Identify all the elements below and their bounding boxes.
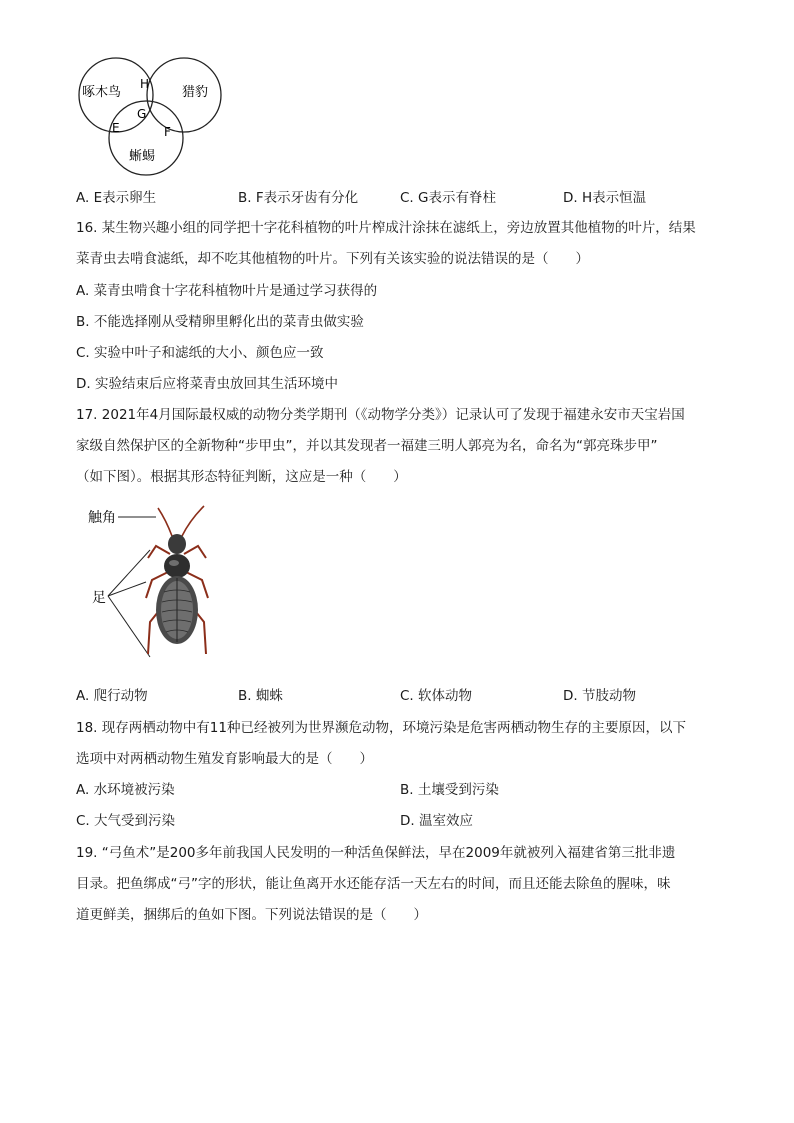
q17-stem-line-3: （如下图）。根据其形态特征判断，这应是一种（ ） <box>76 469 407 485</box>
q17-option-b[interactable]: B. 蜘蛛 <box>238 688 283 704</box>
q19-stem-line-3: 道更鲜美，捆绑后的鱼如下图。下列说法错误的是（ ） <box>76 907 427 923</box>
venn-region-f: F <box>164 125 171 139</box>
q19-stem-line-2: 目录。把鱼绑成“弓”字的形状，能让鱼离开水还能存活一天左右的时间，而且还能去除鱼的腥味，味 <box>76 876 671 892</box>
beetle-label-antenna: 触角 <box>88 510 116 526</box>
q18-option-d[interactable]: D. 温室效应 <box>400 813 473 829</box>
q15-option-d[interactable]: D. H表示恒温 <box>563 190 647 206</box>
q16-stem-line-1: 16. 某生物兴趣小组的同学把十字花科植物的叶片榨成汁涂抹在滤纸上，旁边放置其他植物的叶片，结果 <box>76 220 696 236</box>
venn-region-e: E <box>112 121 120 135</box>
q17-option-a[interactable]: A. 爬行动物 <box>76 688 148 704</box>
q16-option-d[interactable]: D. 实验结束后应将菜青虫放回其生活环境中 <box>76 376 338 392</box>
q18-stem-line-1: 18. 现存两栖动物中有11种已经被列为世界濒危动物，环境污染是危害两栖动物生存的主要原因，以下 <box>76 720 686 736</box>
q18-stem-line-2: 选项中对两栖动物生殖发育影响最大的是（ ） <box>76 751 373 767</box>
q15-option-c[interactable]: C. G表示有脊柱 <box>400 190 496 206</box>
q18-option-c[interactable]: C. 大气受到污染 <box>76 813 176 829</box>
q17-stem-line-1: 17. 2021年4月国际最权威的动物分类学期刊（《动物学分类》）记录认可了发现于福建永安市天宝岩国 <box>76 407 685 423</box>
q15-option-b[interactable]: B. F表示牙齿有分化 <box>238 190 359 206</box>
q18-option-a[interactable]: A. 水环境被污染 <box>76 782 175 798</box>
q16-option-c[interactable]: C. 实验中叶子和滤纸的大小、颜色应一致 <box>76 345 324 361</box>
q17-option-d[interactable]: D. 节肢动物 <box>563 688 636 704</box>
venn-label-leopard: 猎豹 <box>182 85 209 100</box>
q16-option-b[interactable]: B. 不能选择刚从受精卵里孵化出的菜青虫做实验 <box>76 314 364 330</box>
q18-option-b[interactable]: B. 土壤受到污染 <box>400 782 499 798</box>
beetle-icon <box>146 506 208 654</box>
venn-label-woodpecker: 啄木鸟 <box>82 85 122 100</box>
venn-diagram <box>76 52 236 182</box>
venn-region-g: G <box>137 107 147 121</box>
beetle-figure <box>86 502 226 672</box>
q16-stem-line-2: 菜青虫去啃食滤纸，却不吃其他植物的叶片。下列有关该实验的说法错误的是（ ） <box>76 251 589 267</box>
q16-option-a[interactable]: A. 菜青虫啃食十字花科植物叶片是通过学习获得的 <box>76 283 378 299</box>
q17-stem-line-2: 家级自然保护区的全新物种“步甲虫”，并以其发现者一福建三明人郭亮为名，命名为“郭亮珠步甲” <box>76 438 658 454</box>
q17-option-c[interactable]: C. 软体动物 <box>400 688 473 704</box>
beetle-label-leg: 足 <box>92 590 106 606</box>
venn-label-lizard: 蜥蜴 <box>129 149 156 164</box>
q15-option-a[interactable]: A. E表示卵生 <box>76 190 157 206</box>
venn-region-h: H <box>140 77 150 91</box>
q19-stem-line-1: 19. “弓鱼术”是200多年前我国人民发明的一种活鱼保鲜法，早在2009年就被列入福建省第三批非遗 <box>76 845 676 861</box>
